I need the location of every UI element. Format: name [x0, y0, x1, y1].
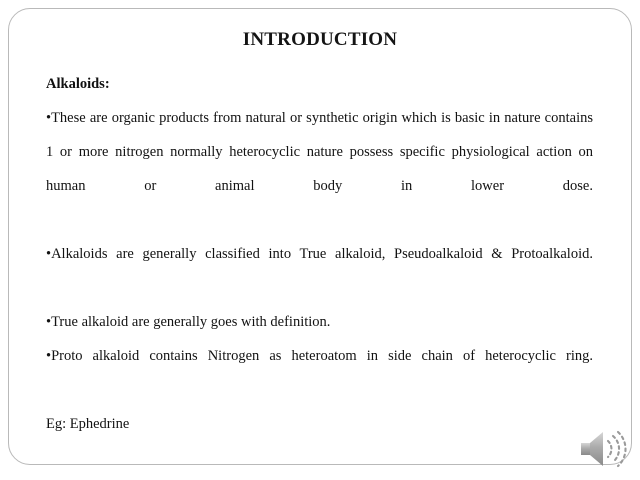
bullet-paragraph-4 — [46, 339, 593, 407]
bullet-paragraph-4-text: Proto alkaloid contains Nitrogen as heteroatom in side chain of heterocyclic ring. — [51, 348, 593, 364]
bullet-paragraph-2 — [46, 237, 593, 305]
page-title: INTRODUCTION — [242, 29, 398, 50]
slide-body-text — [46, 67, 593, 441]
speaker-icon[interactable] — [578, 427, 628, 471]
bullet-paragraph-2-text: Alkaloids are generally classified into True alkaloid, Pseudoalkaloid & Protoalkaloid. — [51, 246, 593, 262]
bullet-icon: • — [46, 246, 52, 262]
section-heading-alkaloids: Alkaloids: — [46, 76, 110, 92]
bullet-icon: • — [46, 348, 52, 364]
bullet-paragraph-3-text: True alkaloid are generally goes with definition. — [51, 314, 331, 330]
example-paragraph — [46, 407, 593, 441]
bullet-icon: • — [46, 314, 52, 330]
bullet-paragraph-1 — [46, 101, 593, 237]
bullet-icon: • — [46, 110, 52, 126]
example-paragraph-text: Eg: Ephedrine — [46, 416, 130, 432]
bullet-paragraph-1-text: These are organic products from natural or synthetic origin which is basic in nature contains 1 or more nitrogen normally heterocyclic nature possess specific physiological action on human or animal body in lower dose. — [46, 110, 593, 194]
bullet-paragraph-3 — [46, 305, 593, 339]
speaker-icon-glyph — [578, 427, 628, 471]
